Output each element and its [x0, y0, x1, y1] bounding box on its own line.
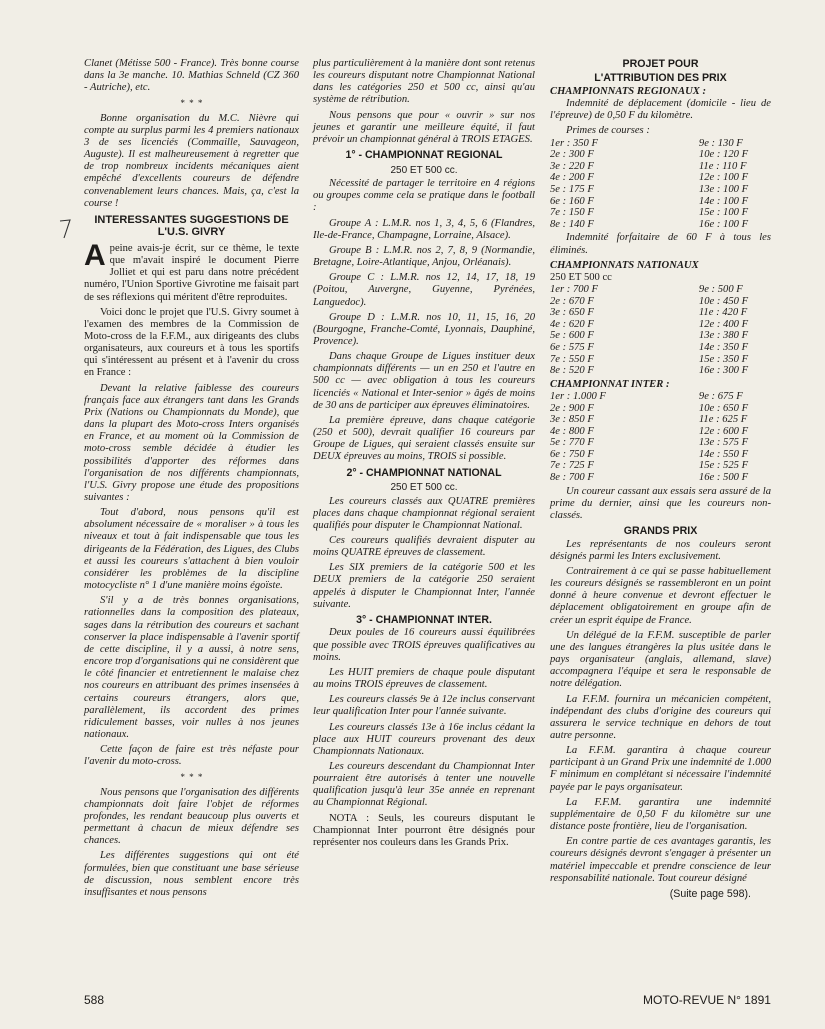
prize-right: 15e : 100 F: [698, 207, 749, 219]
prize-left: 3e : 850 F: [550, 414, 594, 426]
prize-row: [550, 342, 771, 354]
paragraph: Voici donc le projet que l'U.S. Givry soumet à l'examen des membres de la Commission de Moto-cross de la F.F.M., aux dirigeants des clubs organisateurs, aux coureurs et à tous les sportifs qui s'intéressent au présent et à l'avenir du cross en France :: [84, 306, 299, 379]
paragraph: Nous pensons que l'organisation des différents championnats doit faire l'objet de réformes profondes, les rendant beaucoup plus ouverts et permettant à chacun de mieux défendre ses chances.: [84, 786, 299, 847]
prize-title: L'ATTRIBUTION DES PRIX: [594, 71, 727, 84]
inter-prize-table: [550, 391, 771, 484]
prize-left: 8e : 700 F: [550, 472, 594, 484]
inter-heading: CHAMPIONNAT INTER :: [550, 378, 670, 390]
prize-right: 15e : 350 F: [698, 353, 749, 365]
prize-right: 14e : 100 F: [698, 195, 749, 207]
inter-prize-rows: [550, 391, 771, 484]
national-subheading: 250 ET 500 cc: [550, 271, 612, 283]
paragraph: Les HUIT premiers de chaque poule disputant au moins TROIS épreuves de classement.: [313, 666, 535, 691]
paragraph: La F.F.M. fournira un mécanicien compétent, indépendant des clubs d'origine des coureurs qui assurera le service technique en dehors de tout autre personne.: [550, 693, 771, 741]
paragraph: La F.F.M. garantira à chaque coureur participant à un Grand Prix une indemnité de 1.000 F minimum en complétant si nécessaire l'indemnité payée par le pays organisateur.: [550, 745, 771, 793]
prize-right: 13e : 380 F: [698, 330, 749, 342]
prize-right: 10e : 650 F: [698, 402, 749, 414]
paragraph: Groupe A : L.M.R. nos 1, 3, 4, 5, 6 (Flandres, Ile-de-France, Champagne, Lorraine, Alsace).: [313, 217, 535, 241]
prize-title: PROJET POUR: [622, 58, 699, 70]
prize-row: [550, 284, 771, 296]
prize-left: 7e : 150 F: [550, 207, 594, 219]
paragraph: Les SIX premiers de la catégorie 500 et les DEUX premiers de la catégorie 250 seraient appelés à disputer le Championnat Inter, l'année suivante.: [313, 562, 535, 610]
regional-prize-table: [550, 138, 771, 231]
national-prize-table: [550, 284, 771, 377]
paragraph: Clanet (Métisse 500 - France). Très bonne course dans la 3e manche. 10. Mathias Schneld (CZ 360 - Autriche), etc.: [84, 58, 299, 94]
paragraph: Un délégué de la F.F.M. susceptible de parler une des langues étrangères la plus usitée dans le pays organisateur (anglais, allemand, slave) accompagnera l'équipe et sera le responsable de notre délégation.: [550, 629, 771, 690]
page-number: 588: [84, 993, 105, 1007]
prize-left: 1er : 1.000 F: [550, 390, 606, 402]
section-heading: 1° - CHAMPIONNAT REGIONAL: [345, 149, 503, 162]
prize-left: 5e : 600 F: [550, 330, 594, 342]
prize-right: 11e : 420 F: [698, 307, 748, 319]
prize-row: [550, 196, 771, 208]
prize-right: 9e : 500 F: [698, 284, 743, 295]
paragraph: Deux poules de 16 coureurs aussi équilibrées que possible avec TROIS épreuves qualificatives au moins.: [313, 627, 535, 663]
prize-row: [550, 354, 771, 366]
prize-row: [550, 403, 771, 415]
prize-right: 9e : 130 F: [698, 137, 743, 149]
paragraph: Les coureurs classés 9e à 12e inclus conservant leur qualification Inter pour l'année suivante.: [313, 694, 535, 718]
national-prize-rows: [550, 284, 771, 377]
paragraph: Groupe D : L.M.R. nos 10, 11, 15, 16, 20 (Bourgogne, Franche-Comté, Lyonnais, Dauphiné, Provence).: [313, 311, 535, 347]
prize-left: 5e : 175 F: [550, 184, 594, 195]
section-heading: 2° - CHAMPIONNAT NATIONAL: [346, 466, 502, 479]
national-heading: CHAMPIONNATS NATIONAUX: [550, 259, 699, 271]
prize-row: [550, 319, 771, 331]
prize-row: [550, 391, 771, 403]
continuation-note: (Suite page 598).: [669, 887, 751, 900]
prize-row: [550, 437, 771, 449]
paragraph: Primes de courses :: [566, 125, 650, 137]
prize-row: [550, 138, 771, 150]
paragraph: La F.F.M. garantira une indemnité supplémentaire de 0,50 F du kilomètre sur une distance poste frontière, lieu de l'organisation.: [550, 796, 771, 833]
paragraph: Contrairement à ce qui se passe habituellement les coureurs désignés se rassembleront en un point donné à heure convenue et devront effectuer le déplacement obligatoirement en groupe afin de créer un esprit équipe de France.: [550, 565, 771, 626]
prize-right: 11e : 625 F: [698, 414, 748, 426]
prize-right: 12e : 400 F: [698, 318, 749, 330]
paragraph: Groupe C : L.M.R. nos 12, 14, 17, 18, 19 (Poitou, Auvergne, Guyenne, Pyrénées, Languedoc).: [313, 272, 535, 308]
paragraph: Les coureurs classés aux QUATRE premières places dans chaque championnat régional seraient qualifiés pour disputer le Championnat National.: [313, 495, 535, 531]
prize-left: 2e : 900 F: [550, 402, 594, 414]
prize-right: 10e : 120 F: [698, 149, 749, 161]
prize-left: 6e : 575 F: [550, 341, 594, 353]
prize-left: 3e : 220 F: [550, 160, 594, 172]
prize-row: [550, 172, 771, 184]
paragraph: La première épreuve, dans chaque catégorie (250 et 500), devrait qualifier 16 coureurs par Groupe de Ligues, qui seraient classés ensuite sur DEUX épreuves au moins, TROIS si possible.: [313, 414, 535, 463]
prize-right: 16e : 100 F: [698, 218, 749, 230]
column-3: [550, 58, 771, 900]
prize-left: 8e : 140 F: [550, 218, 594, 230]
section-subheading: 250 ET 500 cc.: [390, 164, 458, 176]
prize-row: [550, 365, 771, 377]
prize-right: 15e : 525 F: [698, 460, 749, 472]
prize-right: 14e : 550 F: [698, 448, 749, 460]
prize-row: [550, 426, 771, 438]
paragraph: Les différentes suggestions qui ont été formulées, bien que constituant une base sérieuse de discussion, nous semblent encore très insuffisantes et nous pensons: [84, 850, 299, 898]
prize-row: [550, 184, 771, 196]
paragraph: Dans chaque Groupe de Ligues instituer deux championnats différents — un en 250 et l'autre en 500 cc — avec obligation à tous les coureurs licenciés « National et Inter-senior » âgés de moins de 30 ans de participer aux épreuves éliminatoires.: [313, 351, 535, 411]
prize-row: [550, 149, 771, 161]
paragraph: Cette façon de faire est très néfaste pour l'avenir du moto-cross.: [84, 744, 299, 768]
paragraph: Indemnité de déplacement (domicile - lieu de l'épreuve) de 0,50 F du kilomètre.: [550, 98, 771, 122]
regional-prize-rows: [550, 138, 771, 231]
paragraph-text: peine avais-je écrit, sur ce thème, le texte que m'avait inspiré le document Pierre Jolliet et qui est paru dans notre précédent numéro, l'Union Sportive Givrotine me faisait part de ses réflexions qui méritent d'être reproduites.: [84, 242, 299, 303]
paragraph-dropcap: [84, 238, 299, 304]
paragraph: Tout d'abord, nous pensons qu'il est absolument nécessaire de « moraliser » à tous les niveaux et tout à fait indispensable que tous les dirigeants de la Fédération, des Ligues, des Clubs et aussi les coureurs s'attachent à bien vouloir considérer les problèmes de la discipline motocycliste n° 1 d'une manière moins égoïste.: [84, 507, 299, 592]
prize-right: 11e : 110 F: [698, 160, 747, 172]
prize-row: [550, 307, 771, 319]
column-2: [313, 58, 535, 852]
prize-right: 12e : 600 F: [698, 425, 749, 437]
prize-right: 13e : 100 F: [698, 184, 749, 195]
prize-left: 1er : 350 F: [550, 137, 598, 149]
paragraph: En contre partie de ces avantages garantis, les coureurs désignés devront s'engager à présenter un matériel impeccable et prendre conscience de leur responsabilité nationale. Tout coureur désigné: [550, 836, 771, 884]
prize-left: 7e : 725 F: [550, 460, 594, 472]
prize-row: [550, 330, 771, 342]
prize-row: [550, 161, 771, 173]
paragraph: Un coureur cassant aux essais sera assuré de la prime du dernier, ainsi que les coureurs non-classés.: [550, 485, 771, 521]
prize-left: 3e : 650 F: [550, 307, 594, 319]
paragraph: Bonne organisation du M.C. Nièvre qui compte au surplus parmi les 4 premiers nationaux 3 de ses licenciés (Commaille, Sauvageon, Auguste). Il est malheureusement à regretter que de trop nombreux incidents mécaniques aient empêché d'excellents coureurs de défendre convenablement leurs chances. Mais, ça, c'est la course !: [84, 112, 299, 209]
prize-left: 6e : 160 F: [550, 195, 594, 207]
prize-row: [550, 296, 771, 308]
drop-cap: A: [84, 238, 106, 272]
prize-left: 6e : 750 F: [550, 448, 594, 460]
prize-right: 14e : 350 F: [698, 341, 749, 353]
pencil-mark-icon: [58, 218, 74, 240]
prize-row: [550, 472, 771, 484]
paragraph: Les représentants de nos couleurs seront désignés parmi les Inters exclusivement.: [550, 538, 771, 562]
prize-row: [550, 414, 771, 426]
prize-left: 4e : 200 F: [550, 172, 594, 184]
paragraph: Devant la relative faiblesse des coureurs français face aux étrangers tant dans les Grands Prix (Nations ou Championnats du Monde), que dans la plupart des Moto-cross Inters organisés en France, et au moment où la Commission de moto-cross semble décidée à étudier les possibilités d'apporter des réformes dans l'organisation de nos différents championnats, l'U.S. Givry propose une étude des propositions suivantes :: [84, 382, 299, 503]
prize-left: 2e : 670 F: [550, 295, 594, 307]
prize-right: 16e : 300 F: [698, 365, 749, 377]
paragraph: Nous pensons que pour « ouvrir » sur nos jeunes et garantir une meilleure équité, il faut prévoir un championnat général à TROIS ETAGES.: [313, 109, 535, 145]
prize-row: [550, 219, 771, 231]
section-subheading: 250 ET 500 cc.: [390, 482, 458, 494]
prize-left: 8e : 520 F: [550, 365, 594, 377]
section-heading: 3° - CHAMPIONNAT INTER.: [356, 613, 492, 626]
prize-left: 7e : 550 F: [550, 353, 594, 365]
regional-heading: CHAMPIONNATS REGIONAUX :: [550, 86, 706, 97]
prize-left: 2e : 300 F: [550, 149, 594, 161]
separator-stars: * * *: [180, 772, 203, 783]
prize-row: [550, 207, 771, 219]
paragraph: Groupe B : L.M.R. nos 2, 7, 8, 9 (Normandie, Bretagne, Loire-Atlantique, Anjou, Orléanais).: [313, 244, 535, 269]
prize-right: 10e : 450 F: [698, 295, 749, 307]
paragraph: Les coureurs descendant du Championnat Inter pourraient être autorisés à tenter une nouvelle qualification jusqu'à leur 35e année en reprenant au Championnat Régional.: [313, 761, 535, 809]
prize-row: [550, 449, 771, 461]
paragraph: Indemnité forfaitaire de 60 F à tous les éliminés.: [550, 232, 771, 256]
prize-left: 4e : 800 F: [550, 425, 594, 437]
prize-left: 5e : 770 F: [550, 437, 594, 449]
prize-right: 9e : 675 F: [698, 390, 743, 402]
prize-right: 13e : 575 F: [698, 437, 749, 449]
prize-left: 4e : 620 F: [550, 318, 594, 330]
prize-left: 1er : 700 F: [550, 284, 598, 295]
paragraph: Ces coureurs qualifiés devraient disputer au moins QUATRE épreuves de classement.: [313, 535, 535, 559]
paragraph: NOTA : Seuls, les coureurs disputant le Championnat Inter pourront être désignés pour représenter nos couleurs dans les Grands Prix.: [313, 812, 535, 848]
prize-row: [550, 460, 771, 472]
grands-prix-heading: GRANDS PRIX: [623, 525, 698, 538]
magazine-issue: MOTO-REVUE N° 1891: [643, 993, 771, 1007]
paragraph: plus particulièrement à la manière dont sont retenus les coureurs disputant notre Championnat National dans les catégories 250 et 500 cc, ainsi qu'au système de rétribution.: [313, 58, 535, 106]
separator-stars: * * *: [180, 98, 203, 109]
paragraph: Les coureurs classés 13e à 16e inclus cédant la place aux HUIT coureurs provenant des deux Championnats Nationaux.: [313, 721, 535, 757]
prize-right: 12e : 100 F: [698, 172, 749, 184]
prize-right: 16e : 500 F: [698, 472, 749, 484]
section-heading: INTERESSANTES SUGGESTIONS DE L'U.S. GIVRY: [94, 213, 289, 239]
column-1: [84, 58, 299, 902]
paragraph: Nécessité de partager le territoire en 4 régions ou groupes comme cela se pratique dans le football :: [313, 178, 535, 214]
paragraph: S'il y a de très bonnes organisations, rationnelles dans la composition des plateaux, sages dans la rétribution des coureurs et sachant conserver la place indispensable à l'avenir sportif de cette discipline, il y a aussi, à notre sens, encore trop d'organisations qui ne considèrent que le côté financier et entretiennent le malaise chez nos coureurs en attribuant des primes insensées à certains coureurs étrangers, alors que, parallèlement, ils accordent des primes ridiculement basses, voir nulles à nos jeunes nationaux.: [84, 595, 299, 740]
